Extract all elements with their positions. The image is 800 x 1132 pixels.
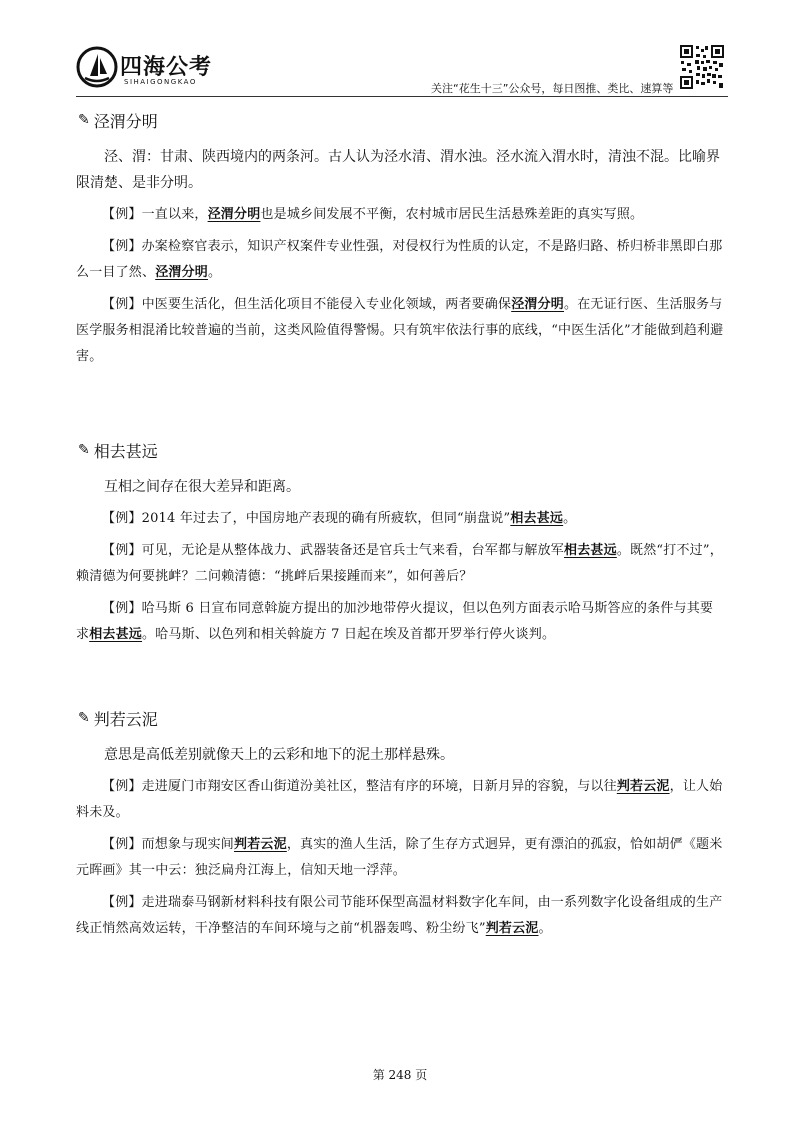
highlighted-idiom: 判若云泥 [485,921,539,936]
highlighted-idiom: 相去甚远 [510,511,564,526]
highlighted-idiom: 泾渭分明 [155,265,209,280]
example-paragraph: 【例】中医要生活化，但生活化项目不能侵入专业化领域，两者要确保泾渭分明。在无证行医、生活服务与医学服务相混淆比较普遍的当前，这类风险值得警惕。只有筑牢依法行事的底线，“中医生活化”才能做到趋利避害。 [76,297,724,364]
logo-subtitle: SIHAIGONGKAO [124,78,197,86]
example-paragraph: 【例】哈马斯 6 日宣布同意斡旋方提出的加沙地带停火提议，但以色列方面表示哈马斯答应的条件与其要求相去甚远。哈马斯、以色列和相关斡旋方 7 日起在埃及首都开罗举行停火谈判。 [76,601,714,642]
definition: 互相之间存在很大差异和距离。 [104,479,300,495]
example-paragraph: 【例】2014 年过去了，中国房地产表现的确有所疲软，但同“崩盘说”相去甚远。 [102,511,577,526]
highlighted-idiom: 判若云泥 [616,779,670,794]
definition: 泾、渭：甘肃、陕西境内的两条河。古人认为泾水清、渭水浊。泾水流入渭水时，清浊不混。比喻界限清楚、是非分明。 [76,149,720,191]
example-paragraph: 【例】走进厦门市翔安区香山街道汾美社区，整洁有序的环境，日新月异的容貌，与以往判若云泥，让人始料未及。 [76,779,723,820]
pencil-icon: ✎ [78,112,90,128]
section-title [78,108,726,132]
section-title-text: 泾渭分明 [93,111,158,131]
page-header [76,38,728,94]
example-paragraph: 【例】可见，无论是从整体战力、武器装备还是官兵士气来看，台军都与解放军相去甚远。既然“打不过”，赖清德为何要挑衅？二问赖清德：“挑衅后果接踵而来”，如何善后？ [76,543,723,584]
logo-text: 四海公考 [120,55,213,80]
page-number: 第 248 页 [372,1068,428,1082]
qr-code-icon [679,44,725,90]
section-title-text: 相去甚远 [93,441,158,461]
idiom-section [76,706,726,942]
header-divider [76,96,728,97]
example-paragraph: 【例】走进瑞泰马钢新材料科技有限公司节能环保型高温材料数字化车间，由一系列数字化设备组成的生产线正悄然高效运转，干净整洁的车间环境与之前“机器轰鸣、粉尘纷飞”判若云泥。 [76,895,723,936]
sailboat-logo-icon [76,46,118,88]
pencil-icon: ✎ [78,442,90,458]
section-title [78,706,726,730]
highlighted-idiom: 泾渭分明 [511,297,565,312]
idiom-section [76,438,726,706]
example-paragraph: 【例】一直以来，泾渭分明也是城乡间发展不平衡，农村城市居民生活悬殊差距的真实写照。 [102,207,644,222]
idiom-section [76,108,726,438]
example-paragraph: 【例】而想象与现实间判若云泥，真实的渔人生活，除了生存方式迥异，更有漂泊的孤寂，恰如胡俨《题米元晖画》其一中云：独泛扁舟江海上，信知天地一浮萍。 [76,837,723,878]
pencil-icon: ✎ [78,710,90,726]
highlighted-idiom: 相去甚远 [89,627,143,642]
highlighted-idiom: 判若云泥 [234,837,287,852]
section-title [78,438,726,462]
example-paragraph: 【例】办案检察官表示，知识产权案件专业性强，对侵权行为性质的认定，不是路归路、桥归桥非黑即白那么一目了然、泾渭分明。 [76,239,723,280]
highlighted-idiom: 泾渭分明 [207,207,261,222]
header-note: 关注“花生十三”公众号，每日图推、类比、速算等 [431,82,674,95]
highlighted-idiom: 相去甚远 [564,543,617,558]
main-content [76,108,726,948]
section-title-text: 判若云泥 [93,709,158,729]
definition: 意思是高低差别就像天上的云彩和地下的泥土那样悬殊。 [104,747,454,763]
